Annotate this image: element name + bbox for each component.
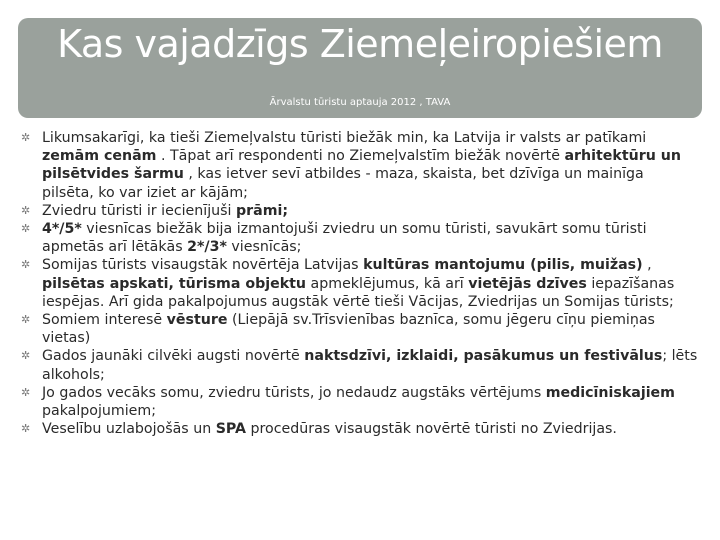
bullet-asterisk-icon: ✲: [21, 131, 31, 144]
bullet-text: pakalpojumiem;: [42, 403, 157, 420]
bullet-item: [20, 311, 700, 347]
bullet-text: Somijas tūrists visaugstāk novērtēja Latvijas: [42, 257, 364, 274]
slide-subtitle: Ārvalstu tūristu aptauja 2012 , TAVA: [269, 97, 451, 108]
bullet-item: [20, 220, 700, 256]
bullet-item: [20, 256, 700, 311]
bullet-text: Likumsakarīgi, ka tieši Ziemeļvalstu tūristi biežāk min, ka Latvija ir valsts ar patīkami: [42, 130, 647, 146]
bullet-list: [20, 129, 700, 438]
title-banner: [18, 18, 702, 118]
bullet-text: Somiem interesē: [42, 312, 167, 329]
bullet-asterisk-icon: ✲: [21, 313, 31, 327]
bullet-text: (Liepājā sv.Trīsvienības baznīca, somu jēgeru cīņu piemiņas vietas): [42, 312, 655, 347]
bullet-item: [20, 129, 700, 202]
bullet-text: Jo gados vecāks somu, zviedru tūrists, jo nedaudz augstāks vērtējums: [42, 384, 546, 401]
bullet-text: Zviedru tūristi ir iecienījuši: [42, 202, 236, 219]
bullet-item: [20, 420, 700, 438]
bullet-text: viesnīcas biežāk bija izmantojuši zviedru un somu tūristi, savukārt somu tūristi apmetās arī lētākās: [42, 221, 647, 256]
bullet-emphasis-text: vietējās dzīves: [468, 275, 587, 292]
bullet-asterisk-icon: ✲: [21, 258, 31, 272]
bullet-asterisk-icon: ✲: [21, 422, 31, 436]
bullet-emphasis-text: pilsētas apskati, tūrisma objektu: [42, 275, 307, 292]
bullet-emphasis-text: naktsdzīvi, izklaidi, pasākumus un festivālus: [304, 348, 663, 365]
bullet-text: . Tāpat arī respondenti no Ziemeļvalstīm biežāk novērtē: [156, 148, 565, 165]
bullet-asterisk-icon: ✲: [21, 385, 31, 399]
bullet-item: [20, 384, 700, 420]
bullet-emphasis-text: kultūras mantojumu (pilis, muižas): [363, 257, 643, 274]
bullet-emphasis-text: vēsture: [166, 312, 228, 329]
bullet-asterisk-icon: ✲: [21, 222, 31, 236]
bullet-emphasis-text: zemām cenām: [42, 148, 157, 165]
bullet-text: , kas ietver sevī atbildes - maza, skaista, bet dzīvīga un mainīga pilsēta, ko var iziet ar kājām;: [42, 166, 644, 201]
bullet-text: viesnīcās;: [226, 239, 302, 256]
bullet-emphasis-text: 2*/3*: [187, 239, 227, 256]
bullet-text: Veselību uzlabojošās un: [42, 421, 216, 438]
bullet-asterisk-icon: ✲: [21, 203, 31, 217]
bullet-asterisk-icon: ✲: [21, 349, 31, 363]
bullet-emphasis-text: 4*/5*: [42, 221, 82, 238]
bullet-emphasis-text: SPA: [215, 421, 247, 438]
bullet-text: apmeklējumus, kā arī: [306, 275, 469, 292]
bullet-emphasis-text: arhitektūru un pilsētvides šarmu: [42, 148, 681, 183]
bullet-emphasis-text: prāmi;: [236, 202, 289, 219]
bullet-item: [20, 347, 700, 383]
bullet-text: procedūras visaugstāk novērtē tūristi no Zviedrijas.: [246, 421, 617, 438]
bullet-item: [20, 202, 700, 220]
bullet-text: ,: [642, 257, 652, 274]
bullet-text: ; lēts alkohols;: [42, 348, 698, 383]
bullet-text: Gados jaunāki cilvēki augsti novērtē: [42, 348, 305, 365]
bullet-text: iepazīšanas iespējas. Arī gida pakalpojumus augstāk vērtē tieši Vācijas, Zviedrijas un Somijas tūrists;: [42, 275, 675, 310]
slide-title: Kas vajadzīgs Ziemeļeiropiešiem: [57, 22, 663, 66]
bullet-emphasis-text: medicīniskajiem: [545, 384, 675, 401]
